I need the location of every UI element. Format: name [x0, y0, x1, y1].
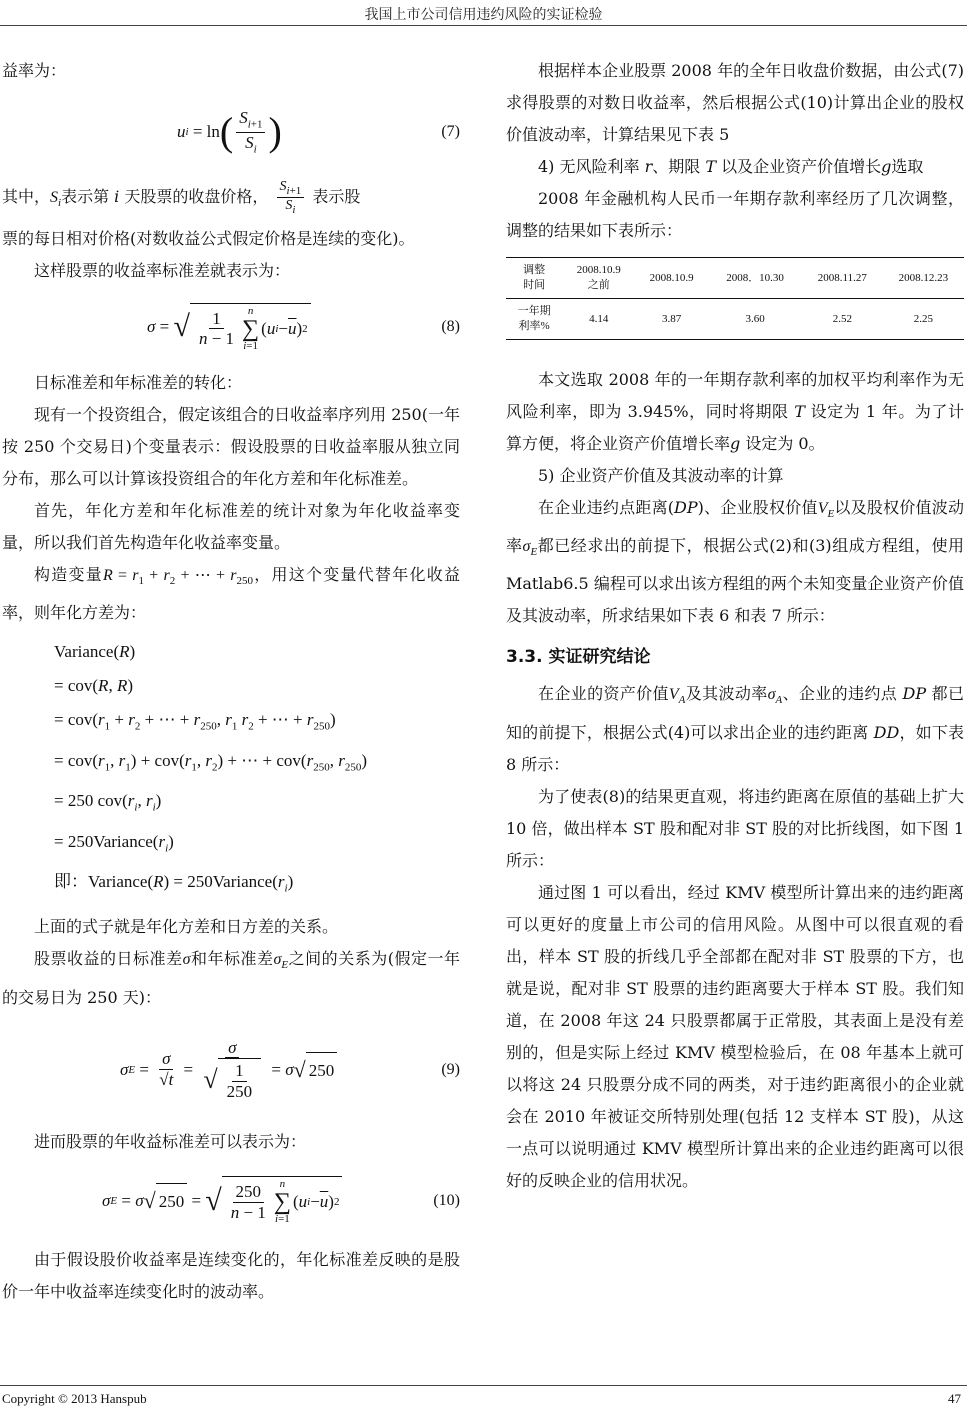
header-rule — [0, 25, 967, 26]
table-cell: 2008.12.23 — [883, 258, 964, 299]
para-intro: 益率为： — [2, 61, 67, 80]
table-cell: 2008.10.9 — [635, 258, 708, 299]
table-cell: 3.87 — [635, 299, 708, 340]
table-cell: 3.60 — [708, 299, 802, 340]
para-construct-variable: 构造变量$R = r_1 + r_2$ + ⋯ + $r_{250}$，用这个变量代替年化收益率，则年化方差为： — [2, 565, 460, 623]
variance-derivation: Variance(R) = cov(R, R) = $cov(r_1 + r_2$ + ⋯ + $r_{250}$, $r_1$ $r_2$ + ⋯ + $r_{250}$) = $cov(r_1$, $r_1) + cov(r_1$, $r_2$) + ⋯ + $cov(r_{250}$, $r_{250}$) = 250 $cov(r_i$, $r_i$) = $250Variance(r_i)$ 即：Variance(R) = $250Variance(r_i)$ — [54, 642, 367, 895]
table-row-rate — [506, 299, 964, 340]
equation-7-number: (7) — [441, 123, 460, 140]
para-sample-data: 根据样本企业股票 2008 年的全年日收盘价数据，由公式(7)求得股票的对数日收益率，然后根据公式(10)计算出企业的股权价值波动率，计算结果见下表 5 — [506, 61, 964, 144]
para-default-distance: 在企业的资产价值$V_A$及其波动率$\sigma_A$、企业的违约点 DP 都已知的前提下，根据公式(4)可以求出企业的违约距离 DD，如下表 8 所示： — [506, 684, 964, 774]
equation-9: σ E = $\frac{\sigma}{√t}$ = σ √ $\frac{1}{250}$ = σ √ 250 (9) — [120, 1037, 460, 1101]
equation-10-number: (10) — [433, 1191, 460, 1209]
para-std-intro: 这样股票的收益率标准差就表示为： — [34, 261, 291, 281]
para-annual-std: 进而股票的年收益标准差可以表示为： — [34, 1131, 307, 1151]
copyright-notice: Copyright © 2013 Hanspub — [2, 1391, 147, 1406]
para-chart-intro: 为了使表(8)的结果更直观，将违约距离在原值的基础上扩大 10 倍，做出样本 ST 股和配对非 ST 股的对比折线图，如下图 1 所示： — [506, 786, 964, 870]
para-conversion: 日标准差和年标准差的转化： — [34, 373, 243, 393]
para-continuous: 由于假设股价收益率是连续变化的，年化标准差反映的是股价一年中收益率连续变化时的波动率。 — [2, 1249, 460, 1301]
para-daily-annual-std: 股票收益的日标准差σ和年标准差$\sigma_E$之间的关系为(假定一年的交易日为 250 天)： — [2, 949, 460, 1007]
equation-8: σ = √ $\frac{1}{n - 1}$ n ∑ i=1 ( u i − $\overline{u}$ ) 2 (8) — [147, 304, 460, 352]
table-cell: 2008.10.9 之前 — [562, 258, 635, 299]
table-cell: 2.52 — [802, 299, 883, 340]
equation-9-number: (9) — [441, 1060, 460, 1078]
para-risk-free-heading: 4) 无风险利率 r、期限 T 以及企业资产价值增长g选取 — [538, 157, 924, 176]
para-conclusion: 通过图 1 可以看出，经过 KMV 模型所计算出来的违约距离可以更好的度量上市公司的信用风险。从图中可以很直观的看出，样本 ST 股的折线几乎全部都在配对非 ST 股票的下方，也就是说，配对非 ST 股票的违约距离要大于样本 ST 股。我们知道，在 2008 年这 24 只股票都属于正常股，其表面上是没有差别的，但是实际上经过 KMV 模型检验后，在 08 年基本上就可以将这 24 只股票分成不同的两类，对于违约距离很小的企业就会在 2010 年被证交所特别处理(包括 12 支样本 ST 股)，从这一点可以说明通过 KMV 模型所计算出来的企业违约距离可以很好的反映企业的信用状况。 — [506, 882, 964, 1190]
para-rate-adjustment: 2008 年金融机构人民币一年期存款利率经历了几次调整，调整的结果如下表所示： — [506, 189, 964, 240]
para-weighted-rate: 本文选取 2008 年的一年期存款利率的加权平均利率作为无风险利率，即为 3.945%，同时将期限 T 设定为 1 年。为了计算方便，将企业资产价值增长率g 设定为 0。 — [506, 370, 964, 453]
table-cell: 4.14 — [562, 299, 635, 340]
section-heading: 3.3. 实证研究结论 — [506, 647, 651, 668]
equation-7: u i = ln ( $\frac{S_{i+1}}{S_i}$ ) (7) — [177, 108, 460, 155]
para-where: 其中，$S_i$表示第 i 天股票的收盘价格， $\frac{S_{i+1}}{S_i}$ 表示股 — [2, 178, 361, 216]
left-column — [2, 55, 460, 1308]
table-row-time — [506, 258, 964, 299]
table-header-rate: 一年期 利率% — [506, 299, 562, 340]
running-header: 我国上市公司信用违约风险的实证检验 — [364, 7, 603, 23]
equation-10: σ E = σ √ 250 = √ $\frac{250}{n - 1}$ n ∑ i=1 ( u i − $\overline{u}$ ) 2 (10) — [102, 1178, 460, 1226]
table-cell: 2008.11.27 — [802, 258, 883, 299]
para-relative-price: 票的每日相对价格(对数收益公式假定价格是连续的变化)。 — [2, 229, 415, 249]
para-annualized: 首先，年化方差和年化标准差的统计对象为年化收益率变量，所以我们首先构造年化收益率变量。 — [2, 501, 460, 553]
rate-adjustment-table — [506, 257, 964, 340]
footer-rule — [0, 1385, 967, 1386]
right-column — [506, 55, 964, 1197]
table-cell: 2008．10.30 — [708, 258, 802, 299]
table-header-time: 调整 时间 — [506, 258, 562, 299]
page-number: 47 — [948, 1391, 961, 1406]
para-relation: 上面的式子就是年化方差和日方差的关系。 — [34, 917, 339, 937]
table-cell: 2.25 — [883, 299, 964, 340]
equation-8-number: (8) — [441, 318, 460, 336]
para-asset-heading: 5) 企业资产价值及其波动率的计算 — [538, 466, 784, 485]
para-portfolio: 现有一个投资组合，假定该组合的日收益率序列用 250(一年按 250 个交易日)个变量表示：假设股票的日收益率服从独立同分布，那么可以计算该投资组合的年化方差和年化标准差。 — [2, 405, 460, 489]
para-asset-calc: 在企业违约点距离(DP)、企业股权价值$V_E$以及股权价值波动率$\sigma_E$都已经求出的前提下，根据公式(2)和(3)组成方程组，使用 Matlab6.5 编程可以求出该方程组的两个未知变量企业资产价值及其波动率，所求结果如下表 6 和表 7 所示： — [506, 498, 964, 626]
